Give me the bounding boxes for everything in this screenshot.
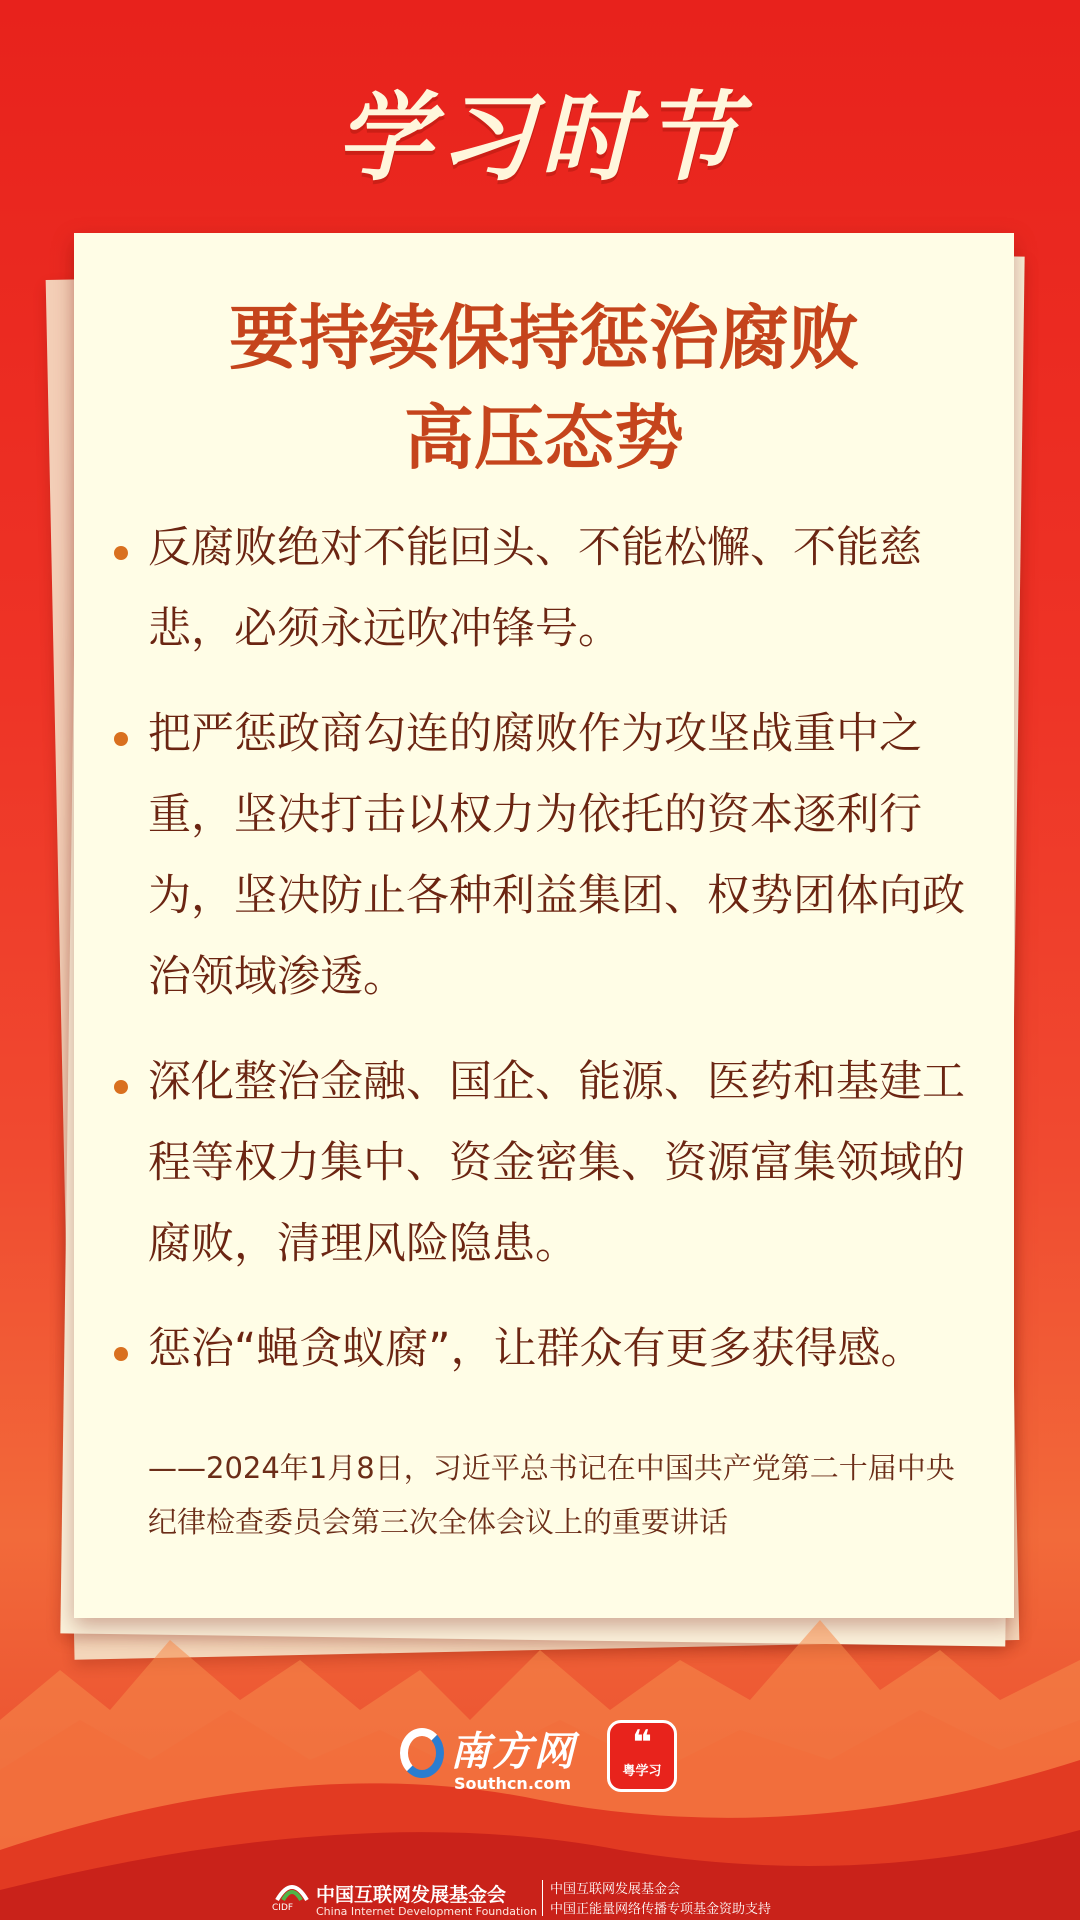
southcn-url: Southcn.com xyxy=(454,1774,572,1793)
bullet-item xyxy=(114,694,984,1018)
footer-org-en: China Internet Development Foundation xyxy=(316,1905,538,1918)
card-title-line2: 高压态势 xyxy=(404,397,684,479)
bullet-list xyxy=(114,508,984,1414)
bullet-dot-icon xyxy=(114,1080,128,1094)
bullet-text: 反腐败绝对不能回头、不能松懈、不能慈悲，必须永远吹冲锋号。 xyxy=(148,523,922,654)
bullet-text: 把严惩政商勾连的腐败作为攻坚战重中之重，坚决打击以权力为依托的资本逐利行为，坚决防止各种利益集团、权势团体向政治领域渗透。 xyxy=(148,709,965,1002)
quote-source: ——2024年1月8日，习近平总书记在中国共产党第二十届中央纪律检查委员会第三次全体会议上的重要讲话 xyxy=(148,1451,955,1539)
card-title xyxy=(74,288,1014,488)
yuexuexi-label: 粤学习 xyxy=(622,1764,662,1779)
bullet-item xyxy=(114,1309,984,1390)
footer-support-line1: 中国互联网发展基金会 xyxy=(550,1882,681,1897)
bullet-item xyxy=(114,508,984,670)
bullet-text: 惩治“蝇贪蚁腐”，让群众有更多获得感。 xyxy=(148,1324,924,1374)
cidf-logo-icon xyxy=(275,1878,309,1904)
bullet-dot-icon xyxy=(114,1347,128,1361)
bullet-dot-icon xyxy=(114,732,128,746)
footer-divider xyxy=(542,1880,543,1916)
yuexuexi-mark-icon: ❝ xyxy=(632,1723,652,1763)
cidf-abbr: CIDF xyxy=(272,1903,294,1913)
bullet-text: 深化整治金融、国企、能源、医药和基建工程等权力集中、资金密集、资源富集领域的腐败，清理风险隐患。 xyxy=(148,1057,965,1269)
yuexuexi-logo xyxy=(607,1720,677,1792)
bullet-item xyxy=(114,1042,984,1285)
header-title: 学习时节 xyxy=(336,81,744,194)
southcn-name: 南方网 xyxy=(450,1728,576,1775)
footer-support-line2: 中国正能量网络传播专项基金资助支持 xyxy=(550,1902,772,1917)
footer-org-cn: 中国互联网发展基金会 xyxy=(316,1884,507,1906)
southcn-logo xyxy=(400,1720,580,1800)
southcn-swirl-icon xyxy=(400,1728,444,1778)
bullet-dot-icon xyxy=(114,546,128,560)
card-title-line1: 要持续保持惩治腐败 xyxy=(229,297,859,379)
quote-card xyxy=(74,233,1014,1618)
